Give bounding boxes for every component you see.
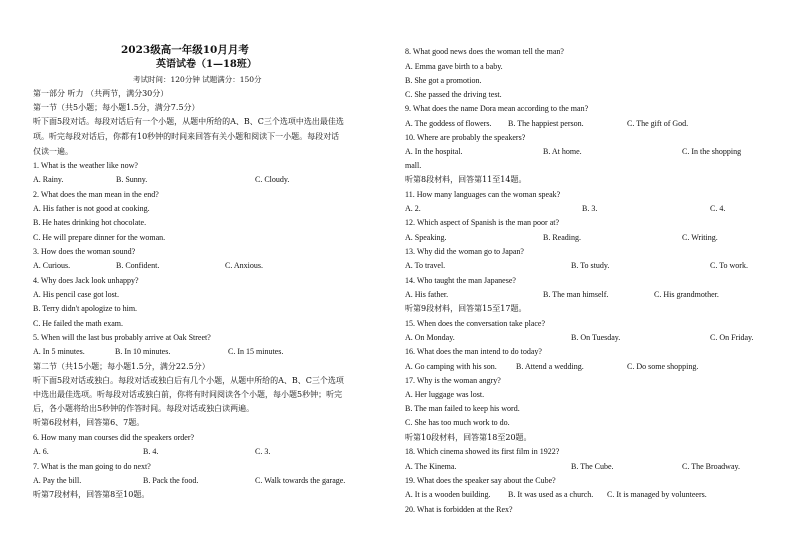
option-b: B. The Cube. — [571, 462, 614, 471]
option-c: C. 3. — [255, 447, 271, 456]
option-a: A. Curious. — [33, 261, 71, 270]
option-c: C. To work. — [710, 261, 748, 270]
option-a: A. It is a wooden building. — [405, 490, 491, 499]
question-16: 16. What does the man intend to do today? — [405, 347, 542, 356]
material-heading: 听第6段材料，回答第6、7题。 — [33, 418, 145, 427]
question-8: 8. What good news does the woman tell the man? — [405, 47, 564, 56]
question-4: 4. Why does Jack look unhappy? — [33, 276, 139, 285]
option-c: C. Cloudy. — [255, 175, 290, 184]
question-18: 18. Which cinema showed its first film in 1922? — [405, 447, 560, 456]
option-c: C. Walk towards the garage. — [255, 476, 346, 485]
option-b: B. Attend a wedding. — [516, 362, 584, 371]
option-b: B. The man failed to keep his word. — [405, 404, 520, 413]
exam-subtitle: 英语试卷（1—18班） — [156, 59, 257, 70]
instruction-line: 项。听完每段对话后，你都有10秒钟的时间来回答有关小题和阅读下一小题。每段对话 — [33, 132, 340, 141]
option-a: A. To travel. — [405, 261, 446, 270]
option-a: A. His father is not good at cooking. — [33, 204, 150, 213]
option-c: C. She has too much work to do. — [405, 418, 510, 427]
option-c: C. He will prepare dinner for the woman. — [33, 233, 166, 242]
option-b: B. To study. — [571, 261, 610, 270]
option-c: C. Writing. — [682, 233, 718, 242]
option-c: C. It is managed by volunteers. — [607, 490, 707, 499]
option-a: A. In 5 minutes. — [33, 347, 85, 356]
option-c: C. The gift of God. — [627, 119, 689, 128]
option-b: B. It was used as a church. — [508, 490, 594, 499]
option-a: A. The Kinema. — [405, 462, 457, 471]
question-20: 20. What is forbidden at the Rex? — [405, 505, 513, 514]
option-c: C. She passed the driving test. — [405, 90, 502, 99]
exam-title: 2023级高一年级10月月考 — [121, 44, 249, 56]
question-15: 15. When does the conversation take place? — [405, 319, 546, 328]
instruction-line: 中选出最佳选项。听每段对话或独白前，你将有时间阅读各个小题，每小题5秒钟；听完 — [33, 390, 343, 399]
question-1: 1. What is the weather like now? — [33, 161, 138, 170]
instruction-line: 听下面5段对话或独白。每段对话或独白后有几个小题，从题中所给的A、B、C三个选项 — [33, 376, 344, 385]
material-heading: 听第8段材料，回答第11至14题。 — [405, 175, 527, 184]
option-b: B. Terry didn't apologize to him. — [33, 304, 138, 313]
material-heading: 听第9段材料，回答第15至17题。 — [405, 304, 527, 313]
question-14: 14. Who taught the man Japanese? — [405, 276, 516, 285]
question-13: 13. Why did the woman go to Japan? — [405, 247, 524, 256]
question-2: 2. What does the man mean in the end? — [33, 190, 159, 199]
option-b: B. He hates drinking hot chocolate. — [33, 218, 147, 227]
instruction-line: 后，各小题将给出5秒钟的作答时间。每段对话或独白读两遍。 — [33, 404, 255, 413]
question-9: 9. What does the name Dora mean according to the man? — [405, 104, 589, 113]
option-b: B. The happiest person. — [508, 119, 584, 128]
option-a: A. 6. — [33, 447, 49, 456]
option-b: B. Confident. — [116, 261, 160, 270]
question-5: 5. When will the last bus probably arrive at Oak Street? — [33, 333, 211, 342]
option-c: C. In 15 minutes. — [228, 347, 284, 356]
option-a: A. Rainy. — [33, 175, 64, 184]
option-b: B. In 10 minutes. — [115, 347, 171, 356]
option-b: B. The man himself. — [543, 290, 609, 299]
option-b: B. She got a promotion. — [405, 76, 482, 85]
question-12: 12. Which aspect of Spanish is the man poor at? — [405, 218, 560, 227]
instruction-line: 听下面5段对话。每段对话后有一个小题，从题中所给的A、B、C三个选项中选出最佳选 — [33, 117, 344, 126]
option-b: B. 4. — [143, 447, 159, 456]
option-b: B. Sunny. — [116, 175, 148, 184]
option-c: C. The Broadway. — [682, 462, 740, 471]
option-c: C. Do some shopping. — [627, 362, 699, 371]
section-heading: 第二节（共15小题；每小题1.5分，满分22.5分） — [33, 362, 210, 371]
option-c: C. On Friday. — [710, 333, 754, 342]
option-c: C. Anxious. — [225, 261, 264, 270]
question-6: 6. How many man courses did the speakers order? — [33, 433, 195, 442]
option-a: A. 2. — [405, 204, 421, 213]
option-b: B. 3. — [582, 204, 598, 213]
instruction-line: 仅读一遍。 — [33, 147, 73, 156]
option-c: C. 4. — [710, 204, 726, 213]
question-7: 7. What is the man going to do next? — [33, 462, 151, 471]
question-19: 19. What does the speaker say about the Cube? — [405, 476, 556, 485]
question-10: 10. Where are probably the speakers? — [405, 133, 526, 142]
option-a: A. Her luggage was lost. — [405, 390, 485, 399]
option-c-continued: mall. — [405, 161, 422, 170]
option-a: A. On Monday. — [405, 333, 455, 342]
option-b: B. Reading. — [543, 233, 581, 242]
section-heading: 第一节（共5小题；每小题1.5分，满分7.5分） — [33, 103, 200, 112]
part-heading: 第一部分 听力 （共两节，满分30分） — [33, 89, 169, 98]
option-b: B. On Tuesday. — [571, 333, 621, 342]
question-17: 17. Why is the woman angry? — [405, 376, 501, 385]
question-3: 3. How does the woman sound? — [33, 247, 136, 256]
option-a: A. The goddess of flowers. — [405, 119, 492, 128]
option-a: A. His father. — [405, 290, 449, 299]
option-c: C. His grandmother. — [654, 290, 719, 299]
option-a: A. Pay the bill. — [33, 476, 82, 485]
option-b: B. At home. — [543, 147, 582, 156]
option-b: B. Pack the food. — [143, 476, 199, 485]
option-a: A. Go camping with his son. — [405, 362, 497, 371]
option-c: C. In the shopping — [682, 147, 742, 156]
option-c: C. He failed the math exam. — [33, 319, 123, 328]
option-a: A. Emma gave birth to a baby. — [405, 62, 503, 71]
question-11: 11. How many languages can the woman speak? — [405, 190, 561, 199]
option-a: A. His pencil case got lost. — [33, 290, 119, 299]
material-heading: 听第10段材料，回答第18至20题。 — [405, 433, 532, 442]
material-heading: 听第7段材料，回答第8至10题。 — [33, 490, 150, 499]
option-a: A. In the hospital. — [405, 147, 463, 156]
exam-meta: 考试时间：120分钟 试题满分：150分 — [133, 75, 262, 84]
option-a: A. Speaking. — [405, 233, 447, 242]
